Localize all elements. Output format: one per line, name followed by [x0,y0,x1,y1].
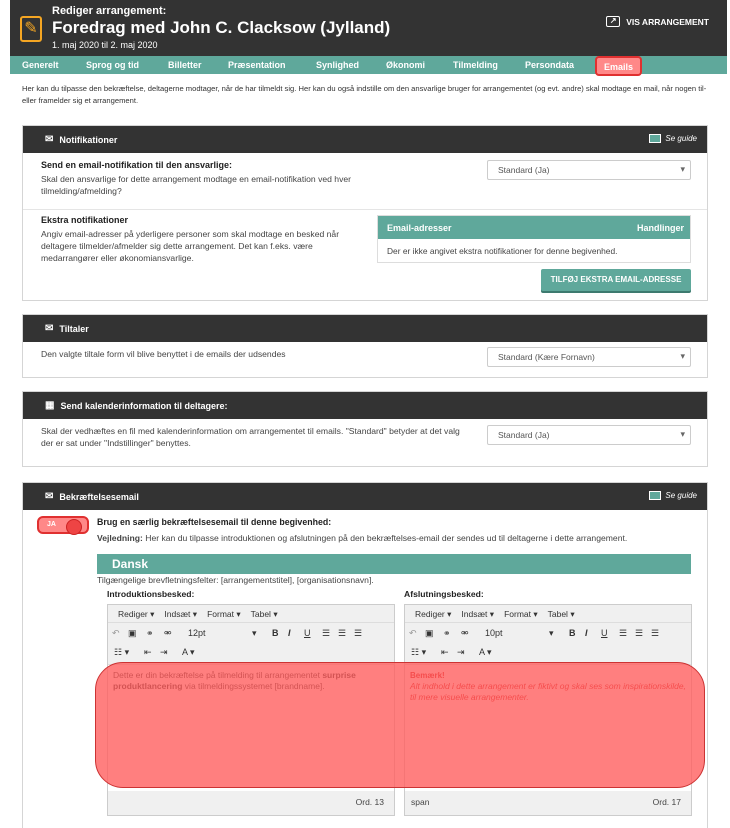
page-header [10,0,727,56]
guide-icon [649,491,661,500]
text-color-icon[interactable]: A ▾ [182,647,195,657]
tab-okonomi[interactable]: Økonomi [386,60,426,70]
salutation-select[interactable]: Standard (Kære Fornavn) ▾ [487,347,691,367]
intro-text: Her kan du tilpasse den bekræftelse, deltagerne modtager, når de har tilmeldt sig. Her kan du også indstille om den ansvarlige bruger for arrangementet (og evt. andre) skal modtage en mail, når nogen til- eller framelder sig et arrangement. [22,84,707,105]
external-view-icon: ↗ [606,16,620,27]
guide-link[interactable] [649,491,697,500]
indent-icon[interactable]: ⇥ [160,647,168,657]
link-icon[interactable]: ⚭ [146,628,154,638]
editor-toolbar: ↶ ▣ ⚭ ⚮ 10pt ▾ B I U ☰ ☰ ☰ ☷ ▾ ⇤ ⇥ A ▾ [405,623,691,665]
align-right-icon[interactable]: ☰ [354,628,363,638]
toggle-knob [66,519,82,535]
menu-format[interactable]: Format ▾ [207,609,241,619]
menu-tabel[interactable]: Tabel ▾ [250,609,278,619]
undo-icon[interactable]: ↶ [112,628,120,638]
language-header: Dansk [97,554,691,574]
calendar-desc: Skal der vedhæftes en fil med kalenderinformation om arrangementet til emails. "Standard" betyder at det valg der er sat under "Indstillinger" benyttes. [41,426,460,448]
indent-icon[interactable]: ⇥ [457,647,465,657]
tab-tilmelding[interactable]: Tilmelding [453,60,498,70]
column-actions: Handlinger [636,222,684,233]
extra-notifications-label: Ekstra notifikationer [41,215,129,225]
menu-rediger[interactable]: Rediger ▾ [415,609,452,619]
panel-title: Notifikationer [59,134,118,145]
link-icon[interactable]: ⚭ [443,628,451,638]
toggle-label: JA [47,521,56,528]
salutations-desc: Den valgte tiltale form vil blive benyttet i de emails der udsendes [41,349,286,359]
unlink-icon[interactable]: ⚮ [164,628,172,638]
send-notification-label: Send en email-notifikation til den ansvarlige: [41,160,233,170]
view-event-button[interactable] [606,16,709,27]
guide-icon [649,134,661,143]
table-empty-message: Der er ikke angivet ekstra notifikationer for denne begivenhed. [387,246,618,256]
table-header [378,216,690,239]
align-right-icon[interactable]: ☰ [651,628,660,638]
tab-persondata[interactable]: Persondata [525,60,575,70]
send-notification-select[interactable]: Standard (Ja) ▾ [487,160,691,180]
menu-format[interactable]: Format ▾ [504,609,538,619]
tab-sprog-og-tid[interactable]: Sprog og tid [86,60,139,70]
guidance-body: Her kan du tilpasse introduktionen og afslutningen på den bekræftelses-email der sendes ud til deltagerne i dette arrangement. [145,533,628,543]
align-center-icon[interactable]: ☰ [635,628,644,638]
calendar-panel [22,391,708,467]
align-left-icon[interactable]: ☰ [619,628,628,638]
guidance-text [97,532,697,544]
envelope-icon: ✉ [45,323,54,334]
italic-icon[interactable]: I [585,628,588,638]
use-custom-label: Brug en særlig bekræftelsesemail til denne begivenhed: [97,517,332,527]
element-path: span [411,797,430,807]
undo-icon[interactable]: ↶ [409,628,417,638]
bullet-list-icon[interactable]: ☷ ▾ [411,647,427,657]
bold-icon[interactable]: B [272,628,279,638]
add-extra-email-button[interactable]: TILFØJ EKSTRA EMAIL-ADRESSE [541,269,691,291]
envelope-icon: ✉ [45,134,54,145]
salutations-panel [22,314,708,378]
outdent-icon[interactable]: ⇤ [144,647,152,657]
calendar-select[interactable]: Standard (Ja) ▾ [487,425,691,445]
tab-billetter[interactable]: Billetter [168,60,202,70]
tab-bar [10,56,727,74]
menu-rediger[interactable]: Rediger ▾ [118,609,155,619]
page-title: Foredrag med John C. Clacksow (Jylland) [52,18,391,37]
underline-icon[interactable]: U [601,628,608,638]
italic-icon[interactable]: I [288,628,291,638]
image-icon[interactable]: ▣ [425,628,434,638]
align-center-icon[interactable]: ☰ [338,628,347,638]
tab-emails[interactable]: Emails [595,56,642,76]
editor-menubar [405,605,691,623]
guide-label: Se guide [665,134,697,143]
guide-label: Se guide [665,491,697,500]
edit-icon: ✎ [20,16,42,42]
panel-title: Tiltaler [59,323,89,334]
editor-menubar [108,605,394,623]
intro-message-label: Introduktionsbesked: [107,589,195,599]
tab-generelt[interactable]: Generelt [22,60,59,70]
column-email: Email-adresser [387,222,452,233]
menu-tabel[interactable]: Tabel ▾ [547,609,575,619]
extra-notifications-desc: Angiv email-adresser på yderligere personer som skal modtage en besked når deltagere tilmelder/afmelder sig dette arrangement. Det kan f.eks. være medarrangører eller økonomiansvarlige. [41,229,340,263]
word-count: Ord. 13 [355,797,384,807]
send-notification-desc: Skal den ansvarlige for dette arrangement modtage en email-notifikation ved hver tilmelding/afmelding? [41,174,352,196]
unlink-icon[interactable]: ⚮ [461,628,469,638]
extra-emails-table [377,215,691,263]
bold-icon[interactable]: B [569,628,576,638]
menu-indsaet[interactable]: Indsæt ▾ [164,609,198,619]
guide-link[interactable] [649,134,697,143]
view-event-label: VIS ARRANGEMENT [626,16,709,27]
panel-header [23,126,707,153]
merge-fields-text: Tilgængelige brevfletningsfelter: [arrangementstitel], [organisationsnavn]. [97,575,374,585]
outro-message-label: Afslutningsbesked: [404,589,484,599]
calendar-icon: ▦ [45,400,55,411]
editor-statusbar [405,789,691,815]
custom-confirmation-toggle[interactable] [37,516,89,534]
panel-title: Bekræftelsesemail [59,491,139,502]
panel-header [23,483,707,510]
panel-title: Send kalenderinformation til deltagere: [60,400,228,411]
tab-synlighed[interactable]: Synlighed [316,60,360,70]
underline-icon[interactable]: U [304,628,311,638]
bullet-list-icon[interactable]: ☷ ▾ [114,647,130,657]
text-color-icon[interactable]: A ▾ [479,647,492,657]
panel-header [23,315,707,342]
guidance-prefix: Vejledning: [97,533,143,543]
align-left-icon[interactable]: ☰ [322,628,331,638]
notifications-panel [22,125,708,301]
outdent-icon[interactable]: ⇤ [441,647,449,657]
envelope-icon: ✉ [45,491,54,502]
highlight-overlay [95,662,705,788]
panel-header [23,392,707,419]
header-subtitle: Rediger arrangement: [52,5,167,17]
word-count: Ord. 17 [652,797,681,807]
tab-praesentation[interactable]: Præsentation [228,60,286,70]
editor-toolbar: ↶ ▣ ⚭ ⚮ 12pt ▾ B I U ☰ ☰ ☰ ☷ ▾ ⇤ ⇥ A ▾ [108,623,394,665]
image-icon[interactable]: ▣ [128,628,137,638]
date-range: 1. maj 2020 til 2. maj 2020 [52,40,158,50]
editor-statusbar [108,789,394,815]
menu-indsaet[interactable]: Indsæt ▾ [461,609,495,619]
